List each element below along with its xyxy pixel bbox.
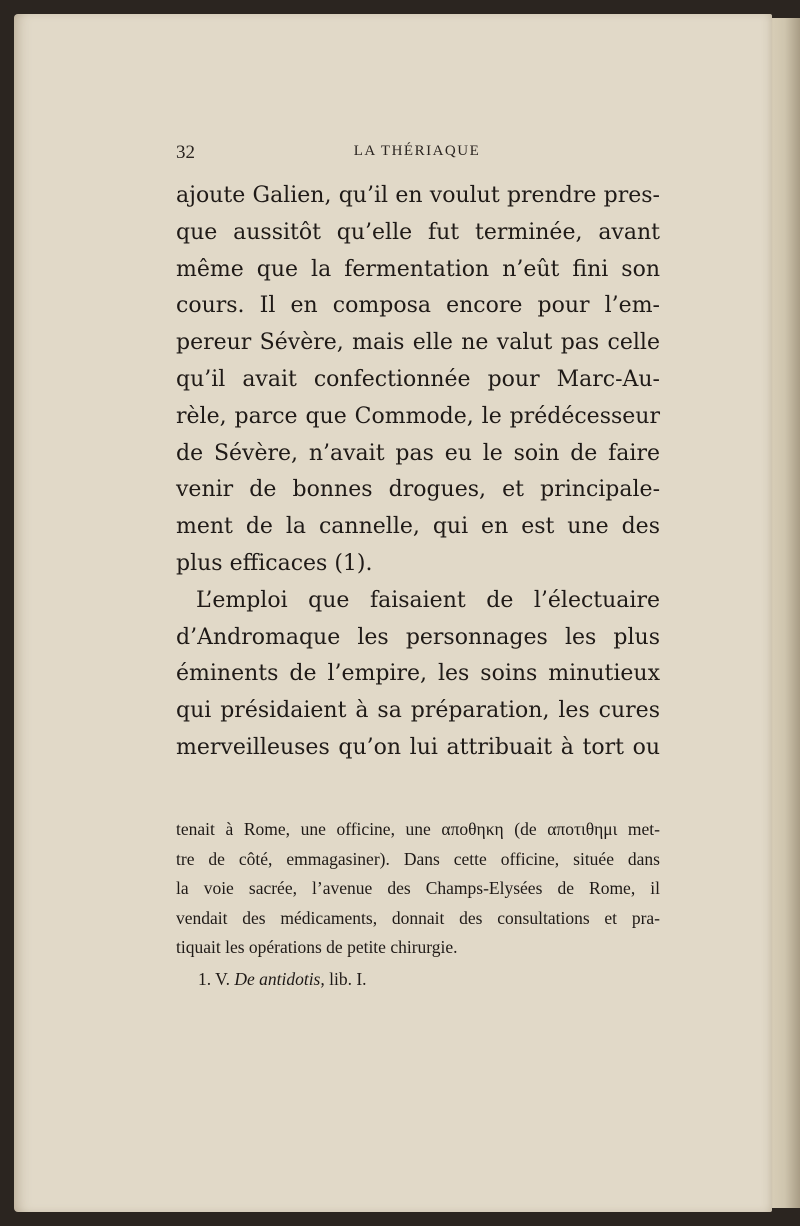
body-line-paragraph-start: L’emploi que faisaient de l’électuaire [196, 587, 660, 613]
body-line: ajoute Galien, qu’il en voulut prendre pres- [176, 183, 660, 208]
body-line: qui présidaient à sa préparation, les cures [176, 698, 660, 724]
footnote-line: tre de côté, emmagasiner). Dans cette officine, située dans [176, 848, 660, 869]
footnote-line: vendait des médicaments, donnait des consultations et pra- [176, 907, 660, 928]
body-line: que aussitôt qu’elle fut terminée, avant [176, 219, 660, 245]
body-line: éminents de l’empire, les soins minutieux [176, 661, 660, 687]
body-line: de Sévère, n’avait pas eu le soin de faire [176, 440, 660, 466]
body-line: venir de bonnes drogues, et principale- [176, 477, 660, 503]
body-line: rèle, parce que Commode, le prédécesseur [176, 403, 660, 429]
body-line-paragraph-end: plus efficaces (1). [176, 550, 373, 576]
footnote-marker: 1. V. [198, 968, 230, 989]
body-line: qu’il avait confectionnée pour Marc-Au- [176, 366, 660, 392]
body-text [176, 178, 660, 767]
running-title: LA THÉRIAQUE [353, 143, 481, 159]
footnote-line: tiquait les opérations de petite chirurgie. [176, 937, 458, 957]
footnote-line: la voie sacrée, l’avenue des Champs-Elysées de Rome, il [176, 878, 660, 898]
body-line: d’Andromaque les personnages les plus [176, 624, 660, 650]
body-line: pereur Sévère, mais elle ne valut pas celle [176, 330, 660, 356]
footnote-reference [176, 965, 660, 995]
page-number: 32 [176, 142, 195, 163]
body-line: même que la fermentation n’eût fini son [176, 256, 660, 282]
page-header [176, 142, 658, 166]
body-line: ment de la cannelle, qui en est une des [176, 514, 660, 540]
footnote-line: tenait à Rome, une officine, une αποθηκη (de αποτιθημι met- [176, 819, 660, 839]
footnote-suffix: lib. I. [329, 968, 367, 989]
body-line: cours. Il en composa encore pour l’em- [176, 293, 660, 319]
footnote-work-title: De antidotis, [234, 968, 325, 989]
footnotes [176, 815, 660, 994]
body-line: merveilleuses qu’on lui attribuait à tort ou [176, 734, 660, 760]
